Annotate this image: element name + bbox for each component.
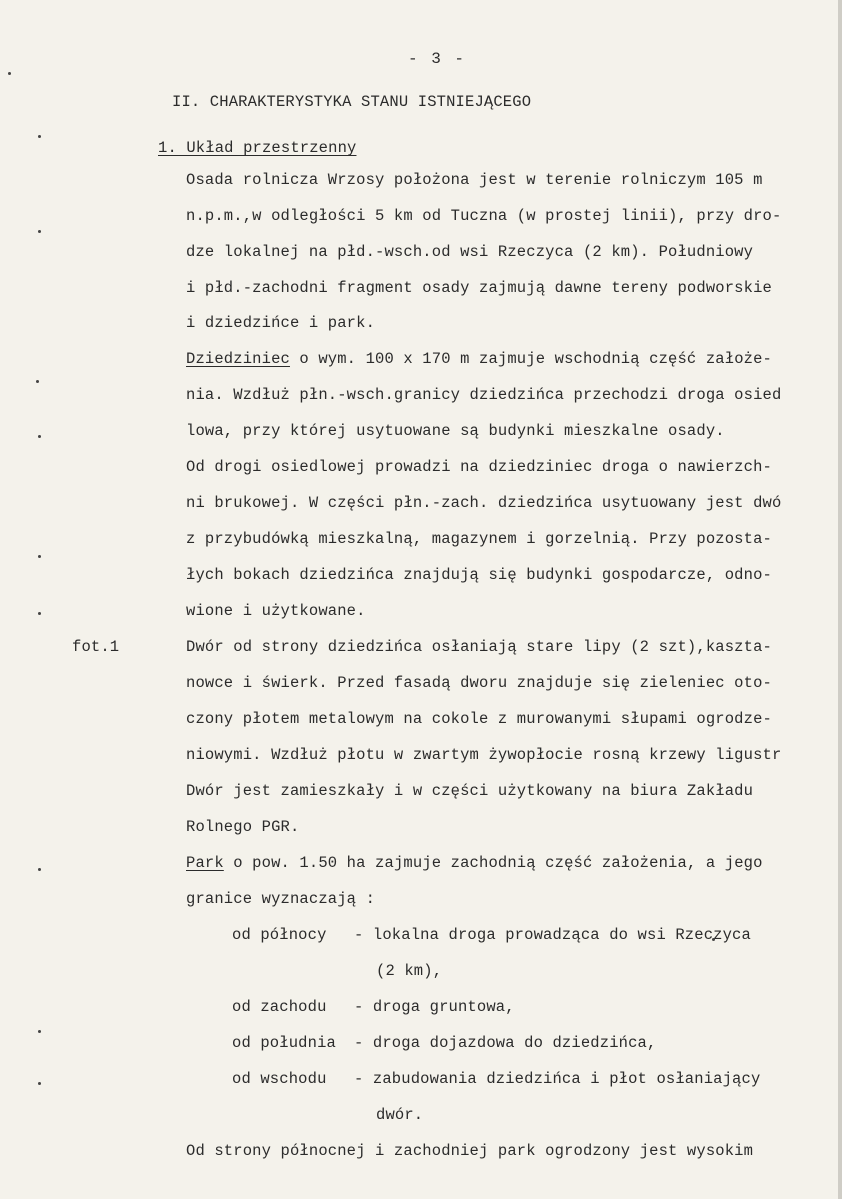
text-line: n.p.m.,w odległości 5 km od Tuczna (w prostej linii), przy dro- — [186, 207, 782, 225]
text-line: nia. Wzdłuż płn.-wsch.granicy dziedzińca przechodzi droga osied — [186, 386, 782, 404]
text-line: granice wyznaczają : — [186, 890, 376, 908]
text-line: Dwór od strony dziedzińca osłaniają stare lipy (2 szt),kaszta- — [186, 638, 772, 656]
text-line: Od strony północnej i zachodniej park ogrodzony jest wysokim — [186, 1142, 754, 1160]
text-line: nowce i świerk. Przed fasadą dworu znajduje się zieleniec oto- — [186, 674, 772, 692]
margin-note: fot.1 — [72, 638, 120, 656]
punch-mark — [38, 230, 41, 233]
punch-mark — [38, 135, 41, 138]
boundary-description: dwór. — [376, 1106, 424, 1124]
text-fragment: o wym. 100 x 170 m zajmuje wschodnią część założe- — [299, 350, 772, 368]
boundary-direction: od północy — [232, 926, 327, 944]
punch-mark — [8, 72, 11, 75]
text-line: ni brukowej. W części płn.-zach. dziedzińca usytuowany jest dwó — [186, 494, 782, 512]
boundary-direction: od południa — [232, 1034, 336, 1052]
punch-mark — [38, 868, 41, 871]
boundary-description: (2 km), — [376, 962, 443, 980]
text-line: z przybudówką mieszkalną, magazynem i gorzelnią. Przy pozosta- — [186, 530, 772, 548]
text-line: łych bokach dziedzińca znajdują się budynki gospodarcze, odno- — [186, 566, 772, 584]
boundary-direction: od wschodu — [232, 1070, 327, 1088]
punch-mark — [38, 612, 41, 615]
keyword-park: Park — [186, 854, 224, 872]
punch-mark — [38, 435, 41, 438]
text-line: Od drogi osiedlowej prowadzi na dziedziniec droga o nawierzch- — [186, 458, 772, 476]
text-line: i płd.-zachodni fragment osady zajmują dawne tereny podworskie — [186, 279, 772, 297]
punch-mark — [36, 380, 39, 383]
boundary-description: - droga dojazdowa do dziedzińca, — [354, 1034, 657, 1052]
page-number: - 3 - — [408, 50, 467, 68]
text-line: Dwór jest zamieszkały i w części użytkowany na biura Zakładu — [186, 782, 754, 800]
punch-mark — [38, 555, 41, 558]
boundary-direction: od zachodu — [232, 998, 327, 1016]
text-line: dze lokalnej na płd.-wsch.od wsi Rzeczyca (2 km). Południowy — [186, 243, 754, 261]
text-line: Rolnego PGR. — [186, 818, 300, 836]
page-edge — [838, 0, 842, 1199]
boundary-description: - droga gruntowa, — [354, 998, 515, 1016]
text-line: Osada rolnicza Wrzosy położona jest w terenie rolniczym 105 m — [186, 171, 763, 189]
text-line-with-keyword — [186, 853, 763, 873]
text-line: wione i użytkowane. — [186, 602, 366, 620]
punch-mark — [38, 1082, 41, 1085]
keyword-dziedziniec: Dziedziniec — [186, 350, 290, 368]
section-title: II. CHARAKTERYSTYKA STANU ISTNIEJĄCEGO — [172, 93, 532, 111]
text-line: lowa, przy której usytuowane są budynki mieszkalne osady. — [186, 422, 725, 440]
text-line: i dziedzińce i park. — [186, 314, 376, 332]
text-line-with-keyword — [186, 349, 772, 369]
text-line: niowymi. Wzdłuż płotu w zwartym żywopłocie rosną krzewy ligustr — [186, 746, 782, 764]
subsection-title: 1. Układ przestrzenny — [158, 139, 357, 157]
text-fragment: o pow. 1.50 ha zajmuje zachodnią część założenia, a jego — [233, 854, 763, 872]
text-line: czony płotem metalowym na cokole z murowanymi słupami ogrodze- — [186, 710, 772, 728]
boundary-description: - lokalna droga prowadząca do wsi Rzeczyca — [354, 926, 751, 944]
punch-mark — [38, 1030, 41, 1033]
boundary-description: - zabudowania dziedzińca i płot osłaniający — [354, 1070, 761, 1088]
